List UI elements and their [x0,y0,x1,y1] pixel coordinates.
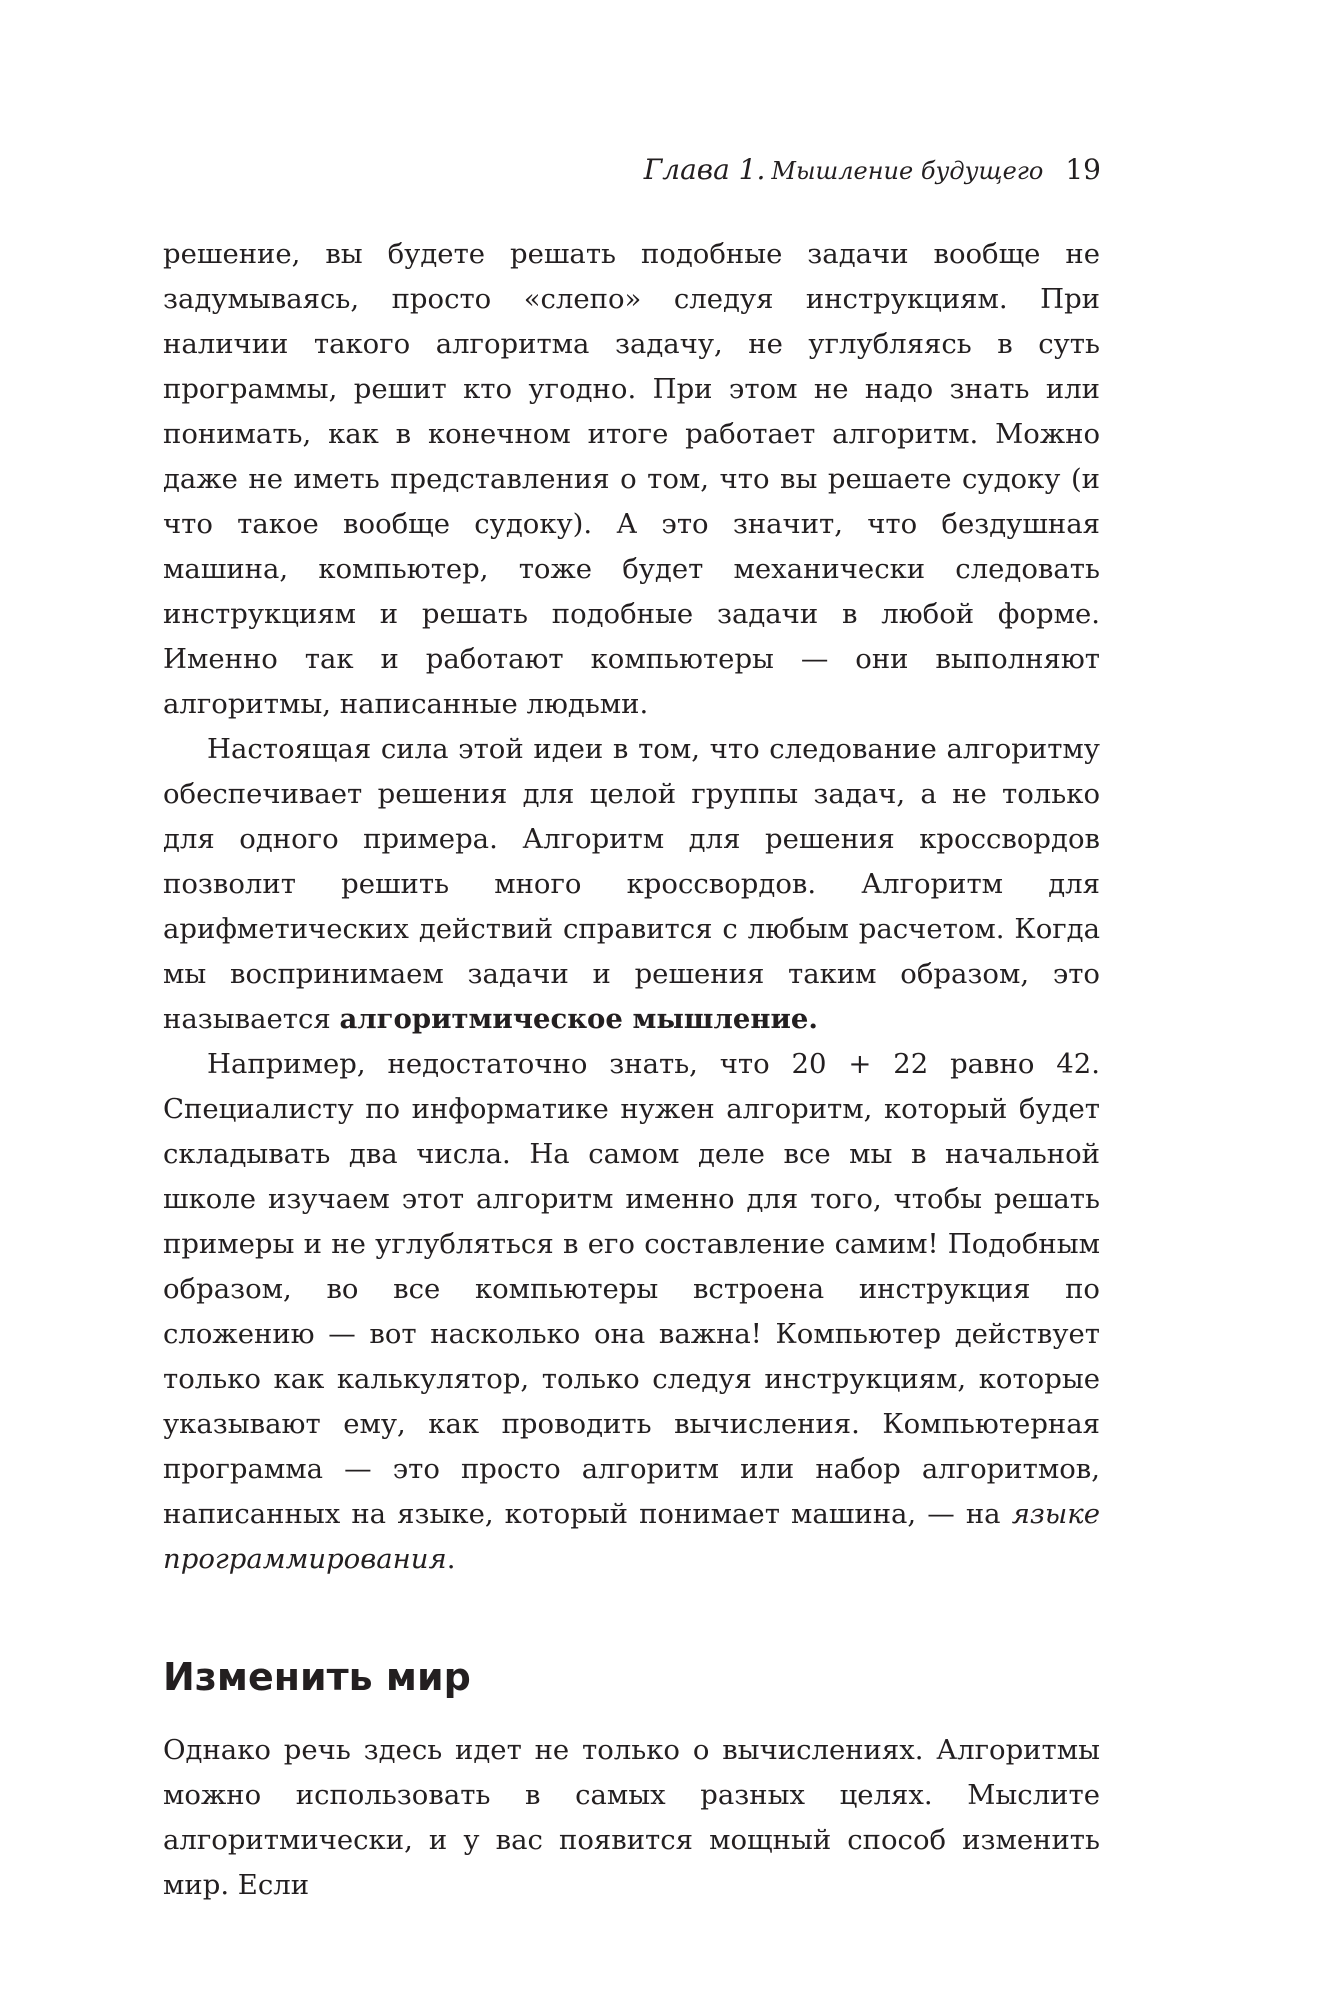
chapter-title: Мышление будущего [771,157,1044,185]
term-programming-language: языке программирования [163,1498,1100,1575]
paragraph-3-text: Например, недостаточно знать, что 20 + 22 равно 42. Специалисту по информатике нужен алгоритм, который будет складывать два числа. На самом деле все мы в начальной школе изучаем этот алгоритм именно для того, чтобы решать примеры и не углубляться в его составление самим! Подобным образом, во все компьютеры встроена инструкция по сложению — вот насколько она важна! Компьютер действует только как калькулятор, только следуя инструкциям, которые указывают ему, как проводить вычисления. Компьютерная программа — это просто алгоритм или набор алгоритмов, написанных на языке, который понимает машина, — на [163,1048,1100,1530]
paragraph-1: решение, вы будете решать подобные задачи вообще не задумываясь, просто «слепо» следуя инструкциям. При наличии такого алгоритма задачу, не углубляясь в суть программы, решит кто угодно. При этом не надо знать или понимать, как в конечном итоге работает алгоритм. Можно даже не иметь представления о том, что вы решаете судоку (и что такое вообще судоку). А это значит, что бездушная машина, компьютер, тоже будет механически следовать инструкциям и решать подобные задачи в любой форме. Именно так и работают компьютеры — они выполняют алгоритмы, написанные людьми. [163,238,1100,720]
term-algorithmic-thinking: алгоритмическое мышление. [339,1003,818,1035]
paragraph-2 [163,727,1100,1042]
page-number: 19 [1065,153,1101,186]
running-header [644,150,1101,191]
paragraph-3-end: . [446,1543,456,1575]
paragraph-3 [163,1042,1100,1582]
paragraph-4: Однако речь здесь идет не только о вычислениях. Алгоритмы можно использовать в самых разных целях. Мыслите алгоритмически, и у вас появится мощный способ изменить мир. Если [163,1734,1100,1901]
paragraph-2-text: Настоящая сила этой идеи в том, что следование алгоритму обеспечивает решения для целой группы задач, а не только для одного примера. Алгоритм для решения кроссвордов позволит решить много кроссвордов. Алгоритм для арифметических действий справится с любым расчетом. Когда мы воспринимаем задачи и решения таким образом, это называется [163,733,1100,1035]
section-heading: Изменить мир [163,1655,471,1699]
body-text [163,232,1100,1908]
chapter-label: Глава 1. [643,153,766,186]
